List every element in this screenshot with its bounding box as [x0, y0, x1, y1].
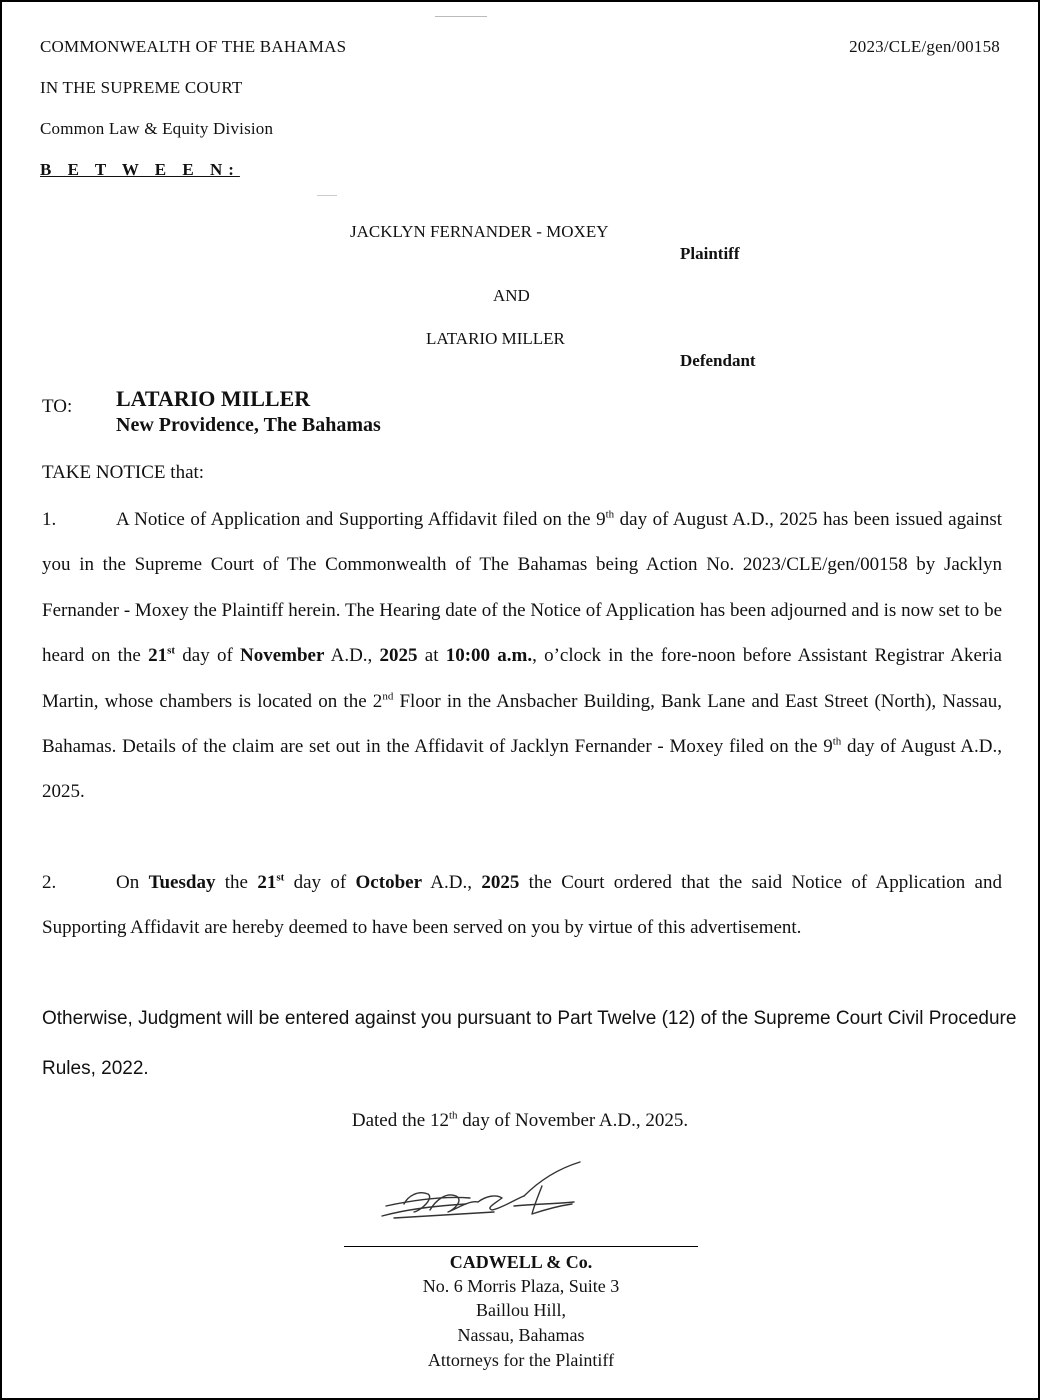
between-heading: B E T W E E N: [40, 160, 240, 179]
paragraph-1: 1. A Notice of Application and Supporting Affidavit filed on the 9th day of August A.D., 2025 has been issued against you in the Supreme Court of The Commonwealth of The Bahamas being Action No. 2023/CLE/gen/00158 by Jacklyn Fernander - Moxey the Plaintiff herein. The Hearing date of the Notice of Application has been adjourned and is now set to be heard on the 21st day of November A.D., 2025 at 10:00 a.m., o’clock in the fore-noon before Assistant Registrar Akeria Martin, whose chambers is located on the 2nd Floor in the Ansbacher Building, Bank Lane and East Street (North), Nassau, Bahamas. Details of the claim are set out in the Affidavit of Jacklyn Fernander - Moxey filed on the 9th day of August A.D., 2025. [42, 497, 1002, 815]
and-separator: AND [493, 286, 530, 305]
paragraph-number: 1. [42, 509, 57, 530]
firm-name: CADWELL & Co. [449, 1252, 593, 1272]
court-heading: IN THE SUPREME COURT [40, 78, 243, 97]
signature-image [374, 1160, 594, 1226]
scan-mark [435, 16, 487, 17]
paragraph-number: 2. [42, 872, 57, 893]
dated-line: Dated the 12th day of November A.D., 2025. [351, 1109, 689, 1131]
signature-line [344, 1246, 698, 1247]
firm-address-line-2: Baillou Hill, [476, 1300, 566, 1320]
plaintiff-name: JACKLYN FERNANDER - MOXEY [350, 222, 609, 241]
addressee-address: New Providence, The Bahamas [116, 414, 381, 436]
to-label: TO: [42, 396, 73, 417]
firm-role: Attorneys for the Plaintiff [427, 1350, 615, 1370]
paragraph-2: 2. On Tuesday the 21st day of October A.D., 2025 the Court ordered that the said Notice of Application and Supporting Affidavit are hereby deemed to have been served on you by virtue of this advertisement. [42, 860, 1002, 951]
defendant-name: LATARIO MILLER [426, 329, 565, 348]
take-notice-intro: TAKE NOTICE that: [42, 462, 205, 483]
firm-address-line-1: No. 6 Morris Plaza, Suite 3 [422, 1276, 620, 1296]
judgment-warning: Otherwise, Judgment will be entered against you pursuant to Part Twelve (12) of the Supreme Court Civil Procedure Rules, 2022. [42, 1008, 1017, 1079]
defendant-role: Defendant [680, 351, 756, 370]
division-heading: Common Law & Equity Division [40, 119, 274, 138]
addressee-name: LATARIO MILLER [116, 386, 311, 411]
scan-mark [317, 195, 337, 196]
plaintiff-role: Plaintiff [680, 244, 740, 263]
case-number: 2023/CLE/gen/00158 [849, 37, 1000, 56]
firm-address-line-3: Nassau, Bahamas [457, 1325, 585, 1345]
jurisdiction-heading: COMMONWEALTH OF THE BAHAMAS [40, 37, 347, 56]
